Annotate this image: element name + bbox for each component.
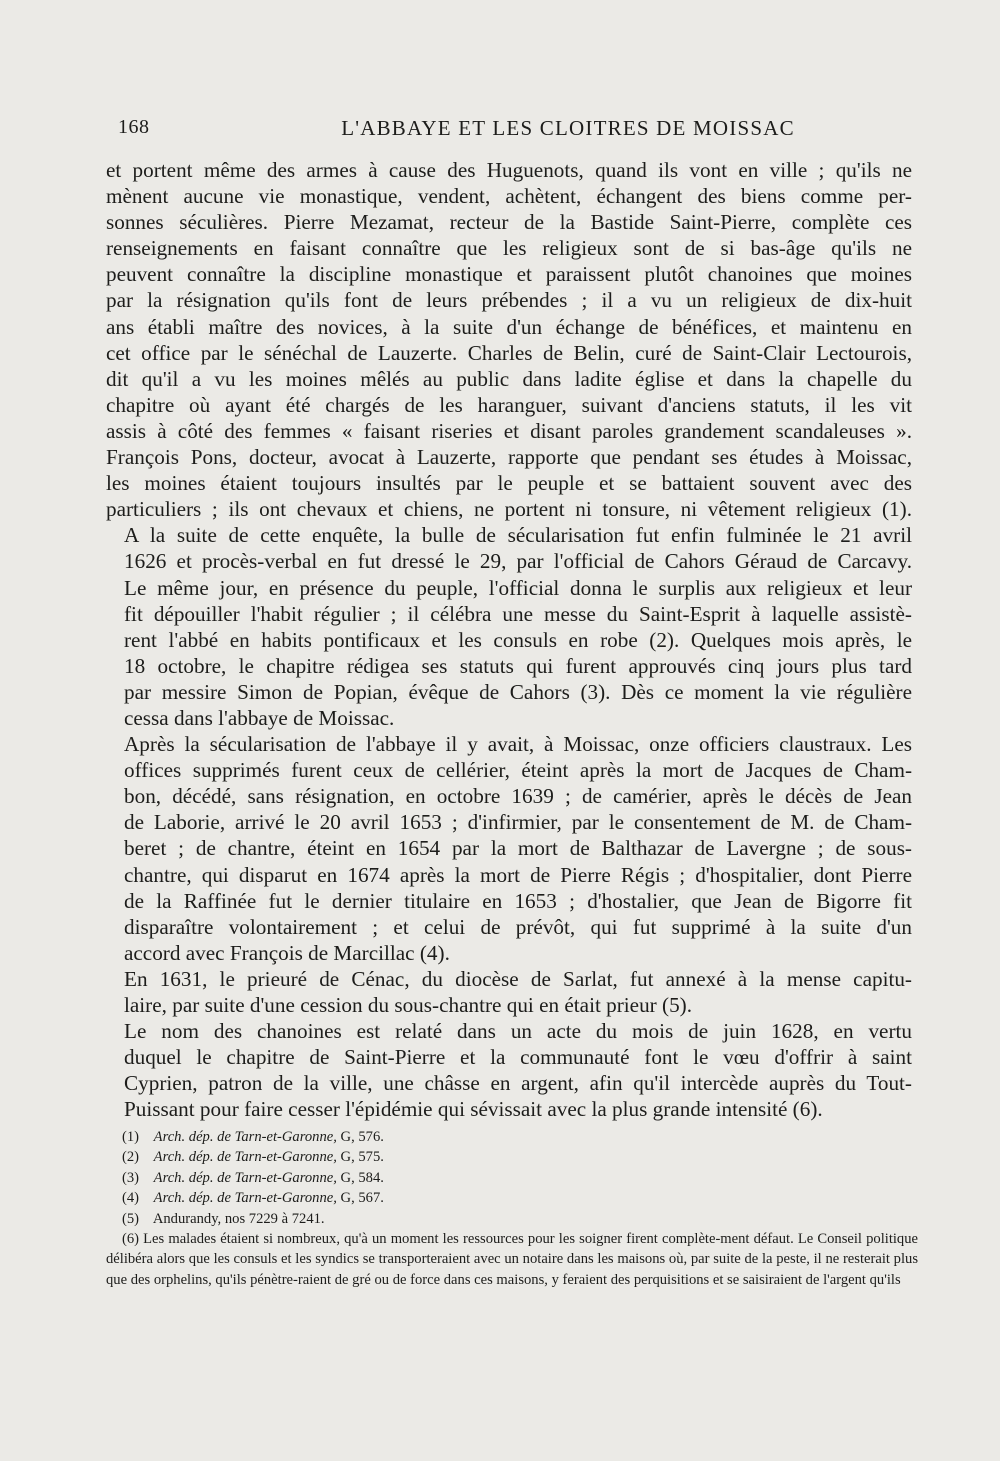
footnote-4 <box>106 1188 918 1208</box>
text-line: A la suite de cette enquête, la bulle de sécularisation fut enfin fulminée le 21 avril <box>124 523 912 548</box>
text-line: de Laborie, arrivé le 20 avril 1653 ; d'infirmier, par le consentement de M. de Cham- <box>124 810 912 835</box>
text-line: disparaître volontairement ; et celui de prévôt, qui fut supprimé à la suite d'un <box>124 914 912 939</box>
footnote-3 <box>106 1168 918 1188</box>
text-line: Le même jour, en présence du peuple, l'official donna le surplis aux religieux et leur <box>124 575 912 600</box>
body-text <box>106 157 912 1122</box>
text-line: rent l'abbé en habits pontificaux et les consuls en robe (2). Quelques mois après, le <box>124 627 912 652</box>
paragraph-4 <box>106 966 912 1018</box>
text-line: mènent aucune vie monastique, vendent, achètent, échangent des biens comme per- <box>106 184 912 209</box>
text-line: accord avec François de Marcillac (4). <box>124 940 450 965</box>
text-line: chantre, qui disparut en 1674 après la mort de Pierre Régis ; d'hospitalier, dont Pierre <box>124 862 912 887</box>
footnote-number: (3) <box>122 1169 140 1186</box>
text-line: cet office par le sénéchal de Lauzerte. Charles de Belin, curé de Saint-Clair Lectourois, <box>106 340 912 365</box>
footnote-reference: G, 584. <box>340 1169 384 1186</box>
text-line: peuvent connaître la discipline monastique et paraissent plutôt chanoines que moines <box>106 262 912 287</box>
footnote-number: (5) <box>122 1210 140 1227</box>
text-line: particuliers ; ils ont chevaux et chiens, ne portent ni tonsure, ni vêtement religieux (1). <box>106 497 912 522</box>
footnote-2 <box>106 1147 918 1167</box>
paragraph-1 <box>106 157 912 522</box>
text-line: Puissant pour faire cesser l'épidémie qui sévissait avec la plus grande intensité (6). <box>124 1097 823 1122</box>
page-header <box>118 116 918 146</box>
text-line: duquel le chapitre de Saint-Pierre et la communauté font le vœu d'offrir à saint <box>124 1045 912 1070</box>
text-line: sonnes séculières. Pierre Mezamat, recteur de la Bastide Saint-Pierre, complète ces <box>106 210 912 235</box>
text-line: et portent même des armes à cause des Huguenots, quand ils vont en ville ; qu'ils ne <box>106 158 912 182</box>
text-line: fit dépouiller l'habit régulier ; il célébra une messe du Saint-Esprit à laquelle assistè- <box>124 601 912 626</box>
text-line: dit qu'il a vu les moines mêlés au public dans ladite église et dans la chapelle du <box>106 366 912 391</box>
footnote-5 <box>106 1209 918 1229</box>
text-line: Après la sécularisation de l'abbaye il y avait, à Moissac, onze officiers claustraux. Les <box>124 732 912 757</box>
footnote-number: (4) <box>122 1190 140 1207</box>
footnote-number: (1) <box>122 1129 140 1145</box>
text-line: de la Raffinée fut le dernier titulaire en 1653 ; d'hostalier, que Jean de Bigorre fit <box>124 888 912 913</box>
footnote-source: Arch. dép. de Tarn-et-Garonne, <box>153 1129 337 1145</box>
text-line: En 1631, le prieuré de Cénac, du diocèse de Sarlat, fut annexé à la mense capitu- <box>124 966 912 991</box>
text-line: par messire Simon de Popian, évêque de Cahors (3). Dès ce moment la vie régulière <box>124 679 912 704</box>
text-line: chapitre où ayant été chargés de les haranguer, suivant d'anciens statuts, il les vit <box>106 392 912 417</box>
text-line: beret ; de chantre, éteint en 1654 par la mort de Balthazar de Lavergne ; de sous- <box>124 836 912 861</box>
footnote-number: (2) <box>122 1149 140 1166</box>
footnote-text: Andurandy, nos 7229 à 7241. <box>152 1210 325 1227</box>
footnote-reference: G, 575. <box>340 1149 384 1166</box>
text-line: assis à côté des femmes « faisant riseries et disant paroles grandement scandaleuses ». <box>106 418 912 443</box>
text-line: Le nom des chanoines est relaté dans un acte du mois de juin 1628, en vertu <box>124 1019 912 1044</box>
paragraph-5 <box>106 1018 912 1122</box>
text-line: Cyprien, patron de la ville, une châsse en argent, afin qu'il intercède auprès du Tout- <box>124 1071 912 1096</box>
footnote-source: Arch. dép. de Tarn-et-Garonne, <box>153 1169 337 1186</box>
text-line: ans établi maître des novices, à la suite d'un échange de bénéfices, et maintenu en <box>106 314 912 339</box>
running-title: L'ABBAYE ET LES CLOITRES DE MOISSAC <box>341 116 795 140</box>
footnote-reference: G, 567. <box>340 1190 384 1207</box>
footnote-6: (6) Les malades étaient si nombreux, qu'à un moment les ressources pour les soigner firent complète-ment défaut. Le Conseil politique délibéra alors que les consuls et les syndics se transporteraient avec un notaire dans les maisons où, par suite de la peste, il ne resterait plus que des orphelins, qu'ils pénètre-raient de gré ou de force dans ces maisons, y feraient des perquisitions et se saisiraient de l'argent qu'ils <box>106 1231 918 1288</box>
text-line: bon, décédé, sans résignation, en octobre 1639 ; de camérier, après le décès de Jean <box>124 784 912 809</box>
text-line: laire, par suite d'une cession du sous-chantre qui en était prieur (5). <box>124 993 693 1017</box>
footnote-1 <box>106 1127 918 1147</box>
text-line: par la résignation qu'ils font de leurs prébendes ; il a vu un religieux de dix-huit <box>106 288 912 313</box>
text-line: 1626 et procès-verbal en fut dressé le 29, par l'official de Cahors Géraud de Carcavy. <box>124 549 912 574</box>
paragraph-3 <box>106 731 912 966</box>
page-number: 168 <box>118 116 150 138</box>
text-line: offices supprimés furent ceux de cellérier, éteint après la mort de Jacques de Cham- <box>124 758 912 783</box>
text-line: 18 octobre, le chapitre rédigea ses statuts qui furent approuvés cinq jours plus tard <box>124 653 912 678</box>
footnote-source: Arch. dép. de Tarn-et-Garonne, <box>153 1149 337 1166</box>
text-line: François Pons, docteur, avocat à Lauzerte, rapporte que pendant ses études à Moissac, <box>106 445 912 470</box>
text-line: cessa dans l'abbaye de Moissac. <box>124 705 395 730</box>
footnote-reference: G, 576. <box>340 1129 384 1145</box>
text-line: renseignements en faisant connaître que les religieux sont de si bas-âge qu'ils ne <box>106 236 912 261</box>
paragraph-2 <box>106 522 912 731</box>
footnotes <box>106 1127 918 1290</box>
footnote-source: Arch. dép. de Tarn-et-Garonne, <box>153 1190 337 1207</box>
text-line: les moines étaient toujours insultés par le peuple et se battaient souvent avec des <box>106 471 912 496</box>
